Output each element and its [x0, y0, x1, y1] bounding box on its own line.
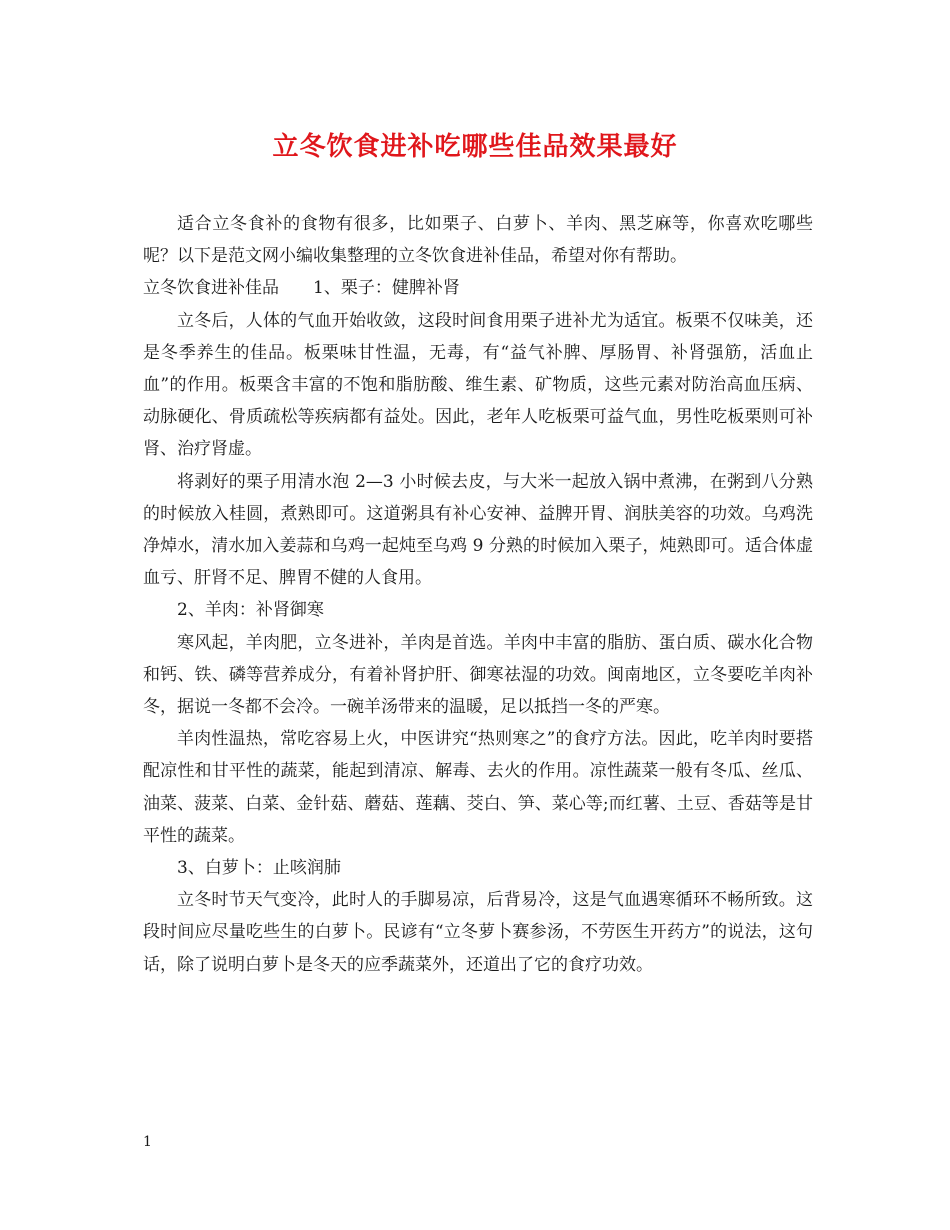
page-number: 1 [143, 1134, 152, 1150]
chestnut-paragraph-2: 将剥好的栗子用清水泡 2—3 小时候去皮，与大米一起放入锅中煮沸，在粥到八分熟的时候放入桂圆，煮熟即可。这道粥具有补心安神、益脾开胃、润肤美容的功效。乌鸡洗净焯水，清水加入姜蒜和乌鸡一起炖至乌鸡 9 分熟的时候加入栗子，炖熟即可。适合体虚血亏、肝肾不足、脾胃不健的人食用。 [143, 471, 813, 589]
document-title: 立冬饮食进补吃哪些佳品效果最好 [272, 132, 678, 162]
mutton-paragraph-2: 羊肉性温热，常吃容易上火，中医讲究“热则寒之”的食疗方法。因此，吃羊肉时要搭配凉性和甘平性的蔬菜，能起到清凉、解毒、去火的作用。凉性蔬菜一般有冬瓜、丝瓜、油菜、菠菜、白菜、金针菇、蘑菇、莲藕、茭白、笋、菜心等;而红薯、土豆、香菇等是甘平性的蔬菜。 [143, 729, 813, 846]
mutton-paragraph-1: 寒风起，羊肉肥，立冬进补，羊肉是首选。羊肉中丰富的脂肪、蛋白质、碳水化合物和钙、铁、磷等营养成分，有着补肾护肝、御寒祛湿的功效。闽南地区，立冬要吃羊肉补冬，据说一冬都不会冷。一碗羊汤带来的温暖，足以抵挡一冬的严寒。 [143, 632, 813, 718]
section-heading-radish: 3、白萝卜：止咳润肺 [177, 858, 341, 879]
document-body [143, 208, 813, 981]
section-heading-mutton: 2、羊肉：补肾御寒 [177, 600, 324, 621]
radish-paragraph-1: 立冬时节天气变冷，此时人的手脚易凉，后背易冷，这是气血遇寒循环不畅所致。这段时间应尽量吃些生的白萝卜。民谚有“立冬萝卜赛参汤，不劳医生开药方”的说法，这句话，除了说明白萝卜是冬天的应季蔬菜外，还道出了它的食疗功效。 [143, 890, 813, 975]
chestnut-paragraph-1: 立冬后，人体的气血开始收敛，这段时间食用栗子进补尤为适宜。板栗不仅味美，还是冬季养生的佳品。板栗味甘性温，无毒，有“益气补脾、厚肠胃、补肾强筋，活血止血”的作用。板栗含丰富的不饱和脂肪酸、维生素、矿物质，这些元素对防治高血压病、动脉硬化、骨质疏松等疾病都有益处。因此，老年人吃板栗可益气血，男性吃板栗则可补肾、治疗肾虚。 [143, 310, 813, 460]
section-heading-chestnut: 立冬饮食进补佳品 1、栗子：健脾补肾 [143, 278, 460, 299]
intro-paragraph: 适合立冬食补的食物有很多，比如栗子、白萝卜、羊肉、黑芝麻等，你喜欢吃哪些呢？以下是范文网小编收集整理的立冬饮食进补佳品，希望对你有帮助。 [143, 214, 813, 267]
